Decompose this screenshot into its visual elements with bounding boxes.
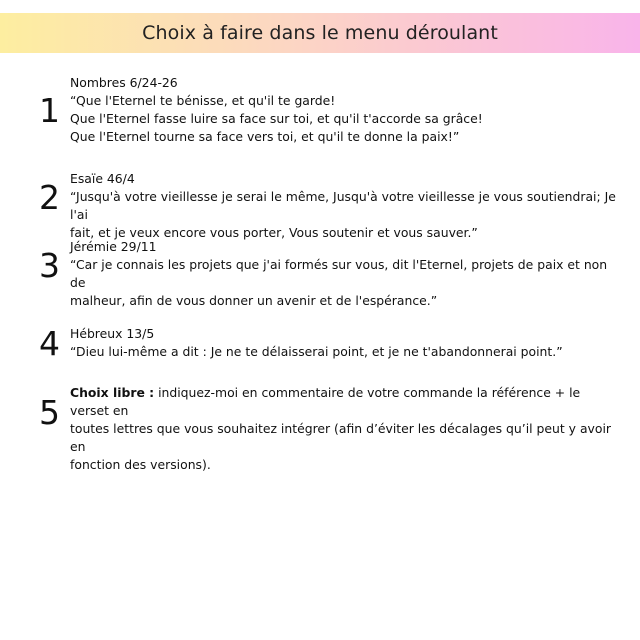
option-number: 4 [39, 324, 60, 363]
verse-reference: Jérémie 29/11 [70, 239, 157, 254]
free-choice-label: Choix libre : [70, 385, 155, 400]
verse-reference: Hébreux 13/5 [70, 326, 155, 341]
verse-reference: Nombres 6/24-26 [70, 75, 178, 90]
free-choice-line [70, 384, 618, 420]
verse-line: malheur, afin de vous donner un avenir et de l'espérance.” [70, 293, 438, 308]
option-body [70, 170, 618, 242]
page-title: Choix à faire dans le menu déroulant [142, 22, 498, 44]
option-number: 3 [39, 246, 60, 285]
verse-line: “Car je connais les projets que j'ai formés sur vous, dit l'Eternel, projets de paix et non de [70, 257, 608, 290]
option-body [70, 325, 618, 361]
header-banner [0, 13, 640, 53]
verse-line: “Dieu lui-même a dit : Je ne te délaisserai point, et je ne t'abandonnerai point.” [70, 344, 563, 359]
option-number: 5 [39, 393, 60, 432]
free-choice-line: toutes lettres que vous souhaitez intégrer (afin d’éviter les décalages qu’il peut y avoir en [70, 421, 611, 454]
verse-line: fait, et je veux encore vous porter, Vous soutenir et vous sauver.” [70, 225, 478, 240]
verse-line: Que l'Eternel tourne sa face vers toi, et qu'il te donne la paix!” [70, 129, 460, 144]
option-number: 1 [39, 91, 60, 130]
option-body [70, 74, 618, 146]
option-number: 2 [39, 178, 60, 217]
free-choice-line: fonction des versions). [70, 457, 211, 472]
verse-line: “Jusqu'à votre vieillesse je serai le même, Jusqu'à votre vieillesse je vous soutiendrai; Je l'ai [70, 189, 616, 222]
free-choice-text: indiquez-moi en commentaire de votre commande la référence + le verset en [70, 385, 581, 418]
verse-line: Que l'Eternel fasse luire sa face sur toi, et qu'il t'accorde sa grâce! [70, 111, 483, 126]
verse-reference: Esaïe 46/4 [70, 171, 135, 186]
option-body [70, 238, 618, 310]
verse-line: “Que l'Eternel te bénisse, et qu'il te garde! [70, 93, 336, 108]
option-body [70, 384, 618, 474]
